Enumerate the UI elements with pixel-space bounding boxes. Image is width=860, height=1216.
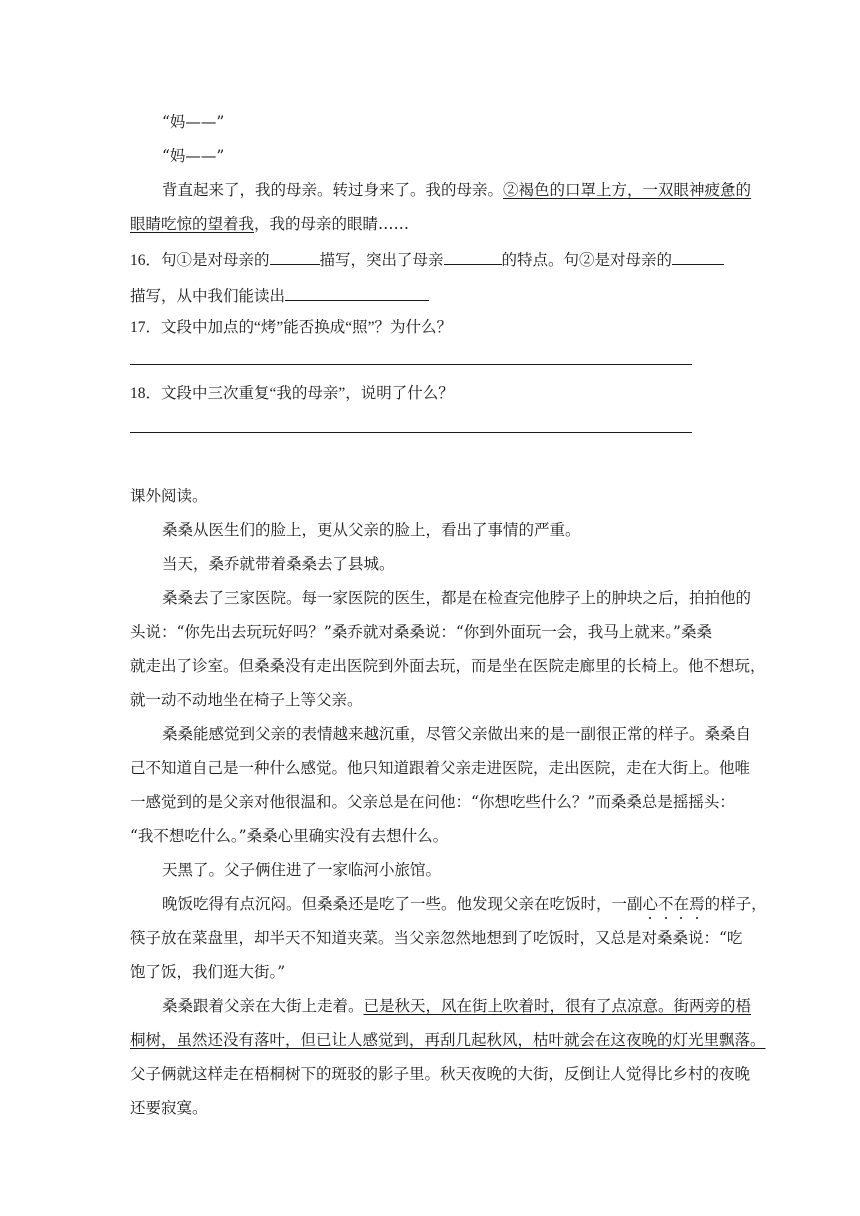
dialogue-line-1: “妈——” [162, 113, 225, 131]
passage2-text: 晚饭吃得有点沉闷。但桑桑还是吃了一些。他发现父亲在吃饭时，一副 [162, 895, 643, 913]
question-number: 16． [130, 252, 162, 269]
answer-line-18[interactable] [130, 432, 692, 433]
question-16 [130, 248, 724, 271]
dotted-char: 心 [642, 895, 659, 913]
passage2-paragraph-4-line-2: 己不知道自己是一种什么感觉。他只知道跟着父亲走进医院，走出医院，走在大街上。他唯 [130, 759, 751, 777]
passage2-paragraph-2: 当天，桑乔就带着桑桑去了县城。 [162, 555, 395, 573]
dialogue-line-2: “妈——” [162, 147, 225, 165]
passage1-paragraph-line-2 [130, 214, 409, 234]
underlined-sentence: 已是秋天，风在街上吹着时，很有了点凉意。街两旁的梧 [363, 997, 752, 1015]
passage1-text: ，我的母亲的眼睛…… [254, 215, 410, 233]
question-17: 17．文段中加点的“烤”能否换成“照”？为什么？ [130, 319, 453, 336]
passage2-paragraph-4-line-3: 一感觉到的是父亲对他很温和。父亲总是在问他：“你想吃些什么？”而桑桑总是摇摇头： [130, 793, 735, 811]
passage2-paragraph-1: 桑桑从医生们的脸上，更从父亲的脸上，看出了事情的严重。 [162, 521, 581, 539]
passage2-paragraph-7-line-3: 父子俩就这样走在梧桐树下的斑驳的影子里。秋天夜晚的大街，反倒让人觉得比乡村的夜晚 [130, 1065, 751, 1083]
passage2-paragraph-7-line-2 [130, 1030, 766, 1050]
passage2-paragraph-6-line-3: 饱了饭，我们逛大街。” [130, 963, 286, 981]
question-18: 18．文段中三次重复“我的母亲”，说明了什么？ [130, 385, 454, 402]
answer-blank-1[interactable] [270, 248, 320, 265]
question-text: 句①是对母亲的 [161, 252, 270, 269]
passage2-text: 的样子， [704, 895, 767, 913]
question-16-cont [130, 284, 429, 307]
passage2-paragraph-7-line-1 [162, 996, 751, 1016]
underlined-sentence-2-cont: 眼睛吃惊的望着我 [130, 215, 255, 233]
passage2-paragraph-3-line-2: 头说：“你先出去玩玩好吗？”桑乔就对桑桑说：“你到外面玩一会，我马上就来。”桑桑 [130, 623, 712, 641]
underlined-sentence-2: ②褐色的口罩上方，一双眼神疲惫的 [503, 181, 752, 199]
passage2-paragraph-6-line-2: 筷子放在菜盘里，却半天不知道夹菜。当父亲忽然地想到了吃饭时，又总是对桑桑说：“吃 [130, 929, 743, 947]
question-text: 的特点。句②是对母亲的 [501, 252, 673, 269]
question-text: 描写，突出了母亲 [319, 252, 444, 269]
passage2-paragraph-3-line-4: 就一动不动地坐在椅子上等父亲。 [130, 691, 363, 709]
passage2-paragraph-3-line-1: 桑桑去了三家医院。每一家医院的医生，都是在检查完他脖子上的肿块之后，拍拍他的 [162, 589, 752, 607]
section-heading: 课外阅读。 [130, 487, 208, 505]
dotted-phrase [643, 895, 705, 913]
passage2-text: 桑桑跟着父亲在大街上走着。 [162, 997, 364, 1015]
dotted-char: 焉 [689, 895, 705, 913]
answer-line-17[interactable] [130, 364, 692, 365]
passage2-paragraph-4-line-4: “我不想吃什么。”桑桑心里确实没有去想什么。 [130, 827, 449, 845]
passage1-paragraph-line-1 [162, 180, 751, 200]
passage1-text: 背直起来了，我的母亲。转过身来了。我的母亲。 [162, 181, 504, 199]
passage2-paragraph-7-line-4: 还要寂寞。 [130, 1099, 208, 1117]
passage2-paragraph-3-line-3: 就走出了诊室。但桑桑没有走出医院到外面去玩，而是坐在医院走廊里的长椅上。他不想玩， [130, 657, 766, 675]
passage2-paragraph-6-line-1 [162, 894, 767, 914]
dotted-char: 在 [673, 895, 690, 913]
passage2-paragraph-4-line-1: 桑桑能感觉到父亲的表情越来越沉重，尽管父亲做出来的是一副很正常的样子。桑桑自 [162, 725, 752, 743]
underlined-sentence-cont: 桐树，虽然还没有落叶，但已让人感觉到，再刮几起秋风，枯叶就会在这夜晚的灯光里飘落。 [130, 1031, 766, 1049]
answer-blank-4[interactable] [285, 284, 429, 301]
passage2-paragraph-5: 天黑了。父子俩住进了一家临河小旅馆。 [162, 861, 442, 879]
answer-blank-3[interactable] [672, 248, 724, 265]
question-text: 描写，从中我们能读出 [130, 288, 286, 305]
dotted-char: 不 [658, 895, 674, 913]
answer-blank-2[interactable] [444, 248, 502, 265]
